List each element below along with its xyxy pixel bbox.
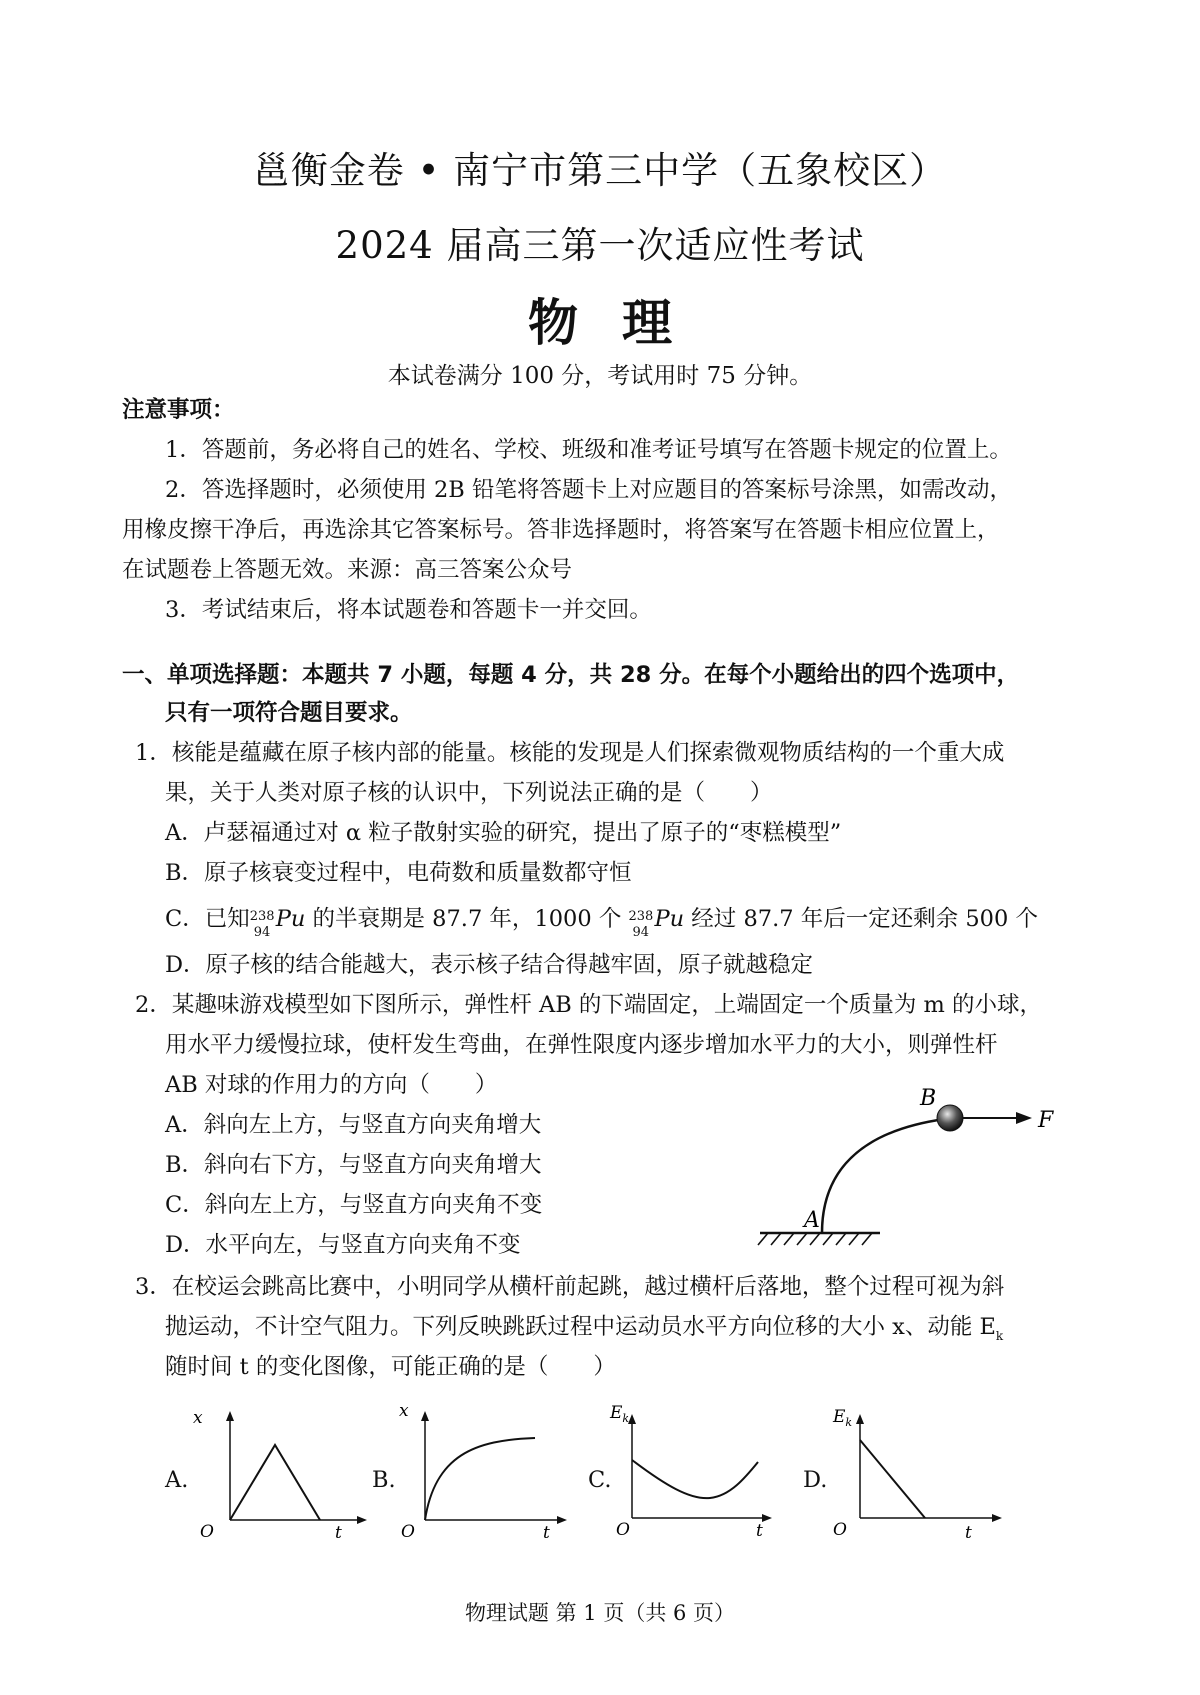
- y-axis-arrow: [421, 1411, 429, 1421]
- notice-item-1: 1．答题前，务必将自己的姓名、学校、班级和准考证号填写在答题卡规定的位置上。: [165, 437, 1012, 463]
- label-f: F: [1038, 1108, 1054, 1133]
- x-axis-arrow: [557, 1516, 567, 1524]
- svg-text:Ek: $E_k$: [610, 1403, 630, 1425]
- question-1-option-d: D．原子核的结合能越大，表示核子结合得越牢固，原子就越稳定: [165, 952, 814, 978]
- subject-title: 物 理: [528, 294, 672, 352]
- notice-item-2: 2．答选择题时，必须使用 2B 铅笔将答题卡上对应题目的答案标号涂黑，如需改动，: [165, 477, 1012, 503]
- question-1-stem-cont: 果，关于人类对原子核的认识中，下列说法正确的是（ ）: [165, 780, 773, 806]
- svg-text:x: x: [193, 1408, 203, 1428]
- graph-b-label: B.: [372, 1467, 396, 1493]
- question-2-stem-cont: AB 对球的作用力的方向（ ）: [165, 1072, 498, 1098]
- question-3-stem: 3．在校运会跳高比赛中，小明同学从横杆前起跳，越过横杆后落地，整个过程可视为斜: [135, 1274, 1005, 1300]
- graph-b-curve: [425, 1438, 535, 1520]
- svg-text:O: O: [616, 1520, 630, 1540]
- label-b: B: [920, 1086, 937, 1111]
- elastic-rod: [822, 1119, 945, 1233]
- question-2-stem-cont: 用水平力缓慢拉球，使杆发生弯曲，在弹性限度内逐步增加水平力的大小，则弹性杆: [165, 1032, 998, 1058]
- svg-text:t: t: [543, 1523, 550, 1543]
- graph-c-label: C.: [588, 1467, 612, 1493]
- x-axis-arrow: [357, 1516, 367, 1524]
- graph-a-curve: [230, 1445, 320, 1520]
- isotope-pu: 238 94: [249, 909, 275, 940]
- graph-a: [193, 1405, 375, 1543]
- question-2-option-c: C．斜向左上方，与竖直方向夹角不变: [165, 1192, 543, 1218]
- graph-c: [610, 1400, 790, 1540]
- question-2-stem: 2．某趣味游戏模型如下图所示，弹性杆 AB 的下端固定，上端固定一个质量为 m 的小球，: [135, 992, 1043, 1018]
- graph-d: [825, 1400, 1075, 1543]
- question-3-stem-cont: 随时间 t 的变化图像，可能正确的是（ ）: [165, 1354, 616, 1380]
- svg-text:O: O: [401, 1522, 415, 1542]
- svg-text:Ek: $E_k$: [833, 1407, 853, 1429]
- exam-title: 邕衡金卷 • 南宁市第三中学（五象校区）: [252, 149, 948, 192]
- elastic-rod-figure: [750, 1075, 1090, 1255]
- svg-text:O: O: [200, 1522, 214, 1542]
- graph-d-curve: [860, 1440, 925, 1518]
- ball: [937, 1105, 963, 1131]
- svg-text:t: t: [756, 1521, 763, 1541]
- svg-text:t: t: [965, 1523, 972, 1543]
- section-heading: 一、单项选择题：本题共 7 小题，每题 4 分，共 28 分。在每个小题给出的四个选项中，: [122, 662, 1020, 688]
- notice-item-3: 3．考试结束后，将本试题卷和答题卡一并交回。: [165, 597, 652, 623]
- question-3-stem-cont: 抛运动，不计空气阻力。下列反映跳跃过程中运动员水平方向位移的大小 x、动能 $E_k$: [165, 1314, 1004, 1343]
- graph-b: [395, 1400, 575, 1543]
- page-footer: 物理试题 第 1 页（共 6 页）: [464, 1601, 736, 1625]
- svg-text:t: t: [335, 1523, 342, 1543]
- svg-text:O: O: [833, 1520, 847, 1540]
- isotope-pu: 238 94: [628, 909, 654, 940]
- y-axis-arrow: [226, 1411, 234, 1421]
- notice-heading: 注意事项：: [122, 397, 235, 423]
- graph-a-label: A.: [165, 1467, 189, 1493]
- force-arrow-head: [1016, 1112, 1032, 1124]
- question-1-option-a: A．卢瑟福通过对 α 粒子散射实验的研究，提出了原子的“枣糕模型”: [165, 820, 842, 846]
- notice-item-2-cont: 用橡皮擦干净后，再选涂其它答案标号。答非选择题时，将答案写在答题卡相应位置上，: [122, 517, 1000, 543]
- question-2-option-b: B．斜向右下方，与竖直方向夹角增大: [165, 1152, 542, 1178]
- graph-d-label: D.: [803, 1467, 828, 1493]
- x-axis-arrow: [762, 1514, 772, 1522]
- y-axis-arrow: [628, 1414, 636, 1424]
- graph-c-curve: [632, 1460, 758, 1498]
- ground-hatch: [758, 1233, 872, 1245]
- label-a: A: [804, 1208, 820, 1233]
- question-2-option-a: A．斜向左上方，与竖直方向夹角增大: [165, 1112, 542, 1138]
- notice-item-2-cont: 在试题卷上答题无效。来源：高三答案公众号: [122, 557, 573, 583]
- question-2-option-d: D．水平向左，与竖直方向夹角不变: [165, 1232, 521, 1258]
- exam-subtitle: 2024 届高三第一次适应性考试: [335, 224, 865, 267]
- x-axis-arrow: [992, 1514, 1002, 1522]
- question-1-stem: 1．核能是蕴藏在原子核内部的能量。核能的发现是人们探索微观物质结构的一个重大成: [135, 740, 1005, 766]
- section-heading-cont: 只有一项符合题目要求。: [165, 700, 413, 726]
- exam-info: 本试卷满分 100 分，考试用时 75 分钟。: [387, 363, 813, 389]
- question-1-option-b: B．原子核衰变过程中，电荷数和质量数都守恒: [165, 860, 632, 886]
- question-1-option-c: C．已知 238 94 Pu 的半衰期是 87.7 年，1000 个 238 94 Pu 经过 87.7 年后一定还剩余 500 个: [165, 906, 1038, 940]
- y-axis-arrow: [856, 1414, 864, 1424]
- svg-text:x: x: [399, 1401, 409, 1421]
